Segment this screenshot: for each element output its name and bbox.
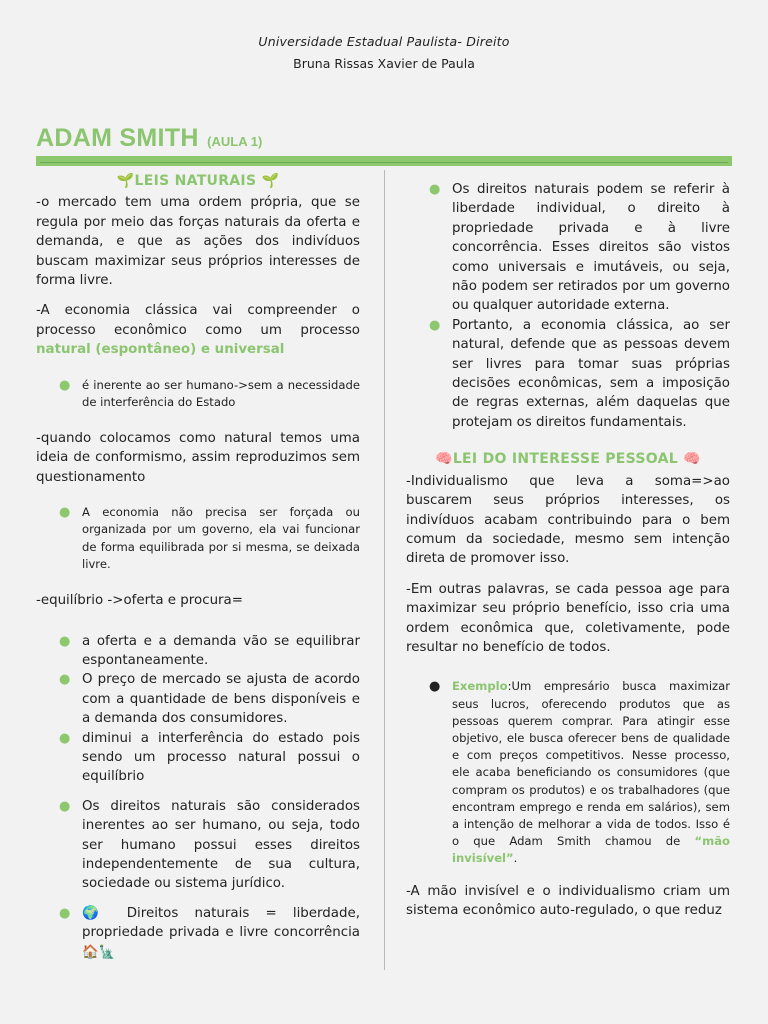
list-item-text: 🌍 Direitos naturais = liberdade, propriedade privada e livre concorrência 🏠🗽 <box>82 905 360 960</box>
list-item-text: é inerente ao ser humano->sem a necessidade de interferência do Estado <box>82 377 360 409</box>
title-underline <box>36 156 732 166</box>
example-end: . <box>513 851 518 866</box>
bullet-list <box>406 678 730 867</box>
bullet-icon: ● <box>59 633 71 649</box>
highlight-text: “mão invisível” <box>452 834 730 866</box>
bullet-list <box>36 377 360 411</box>
list-item-text: A economia não precisa ser forçada ou organizada por um governo, ela vai funcionar de forma equilibrada por si mesma, se deixada livre. <box>82 505 360 571</box>
bullet-icon: ● <box>59 377 71 393</box>
list-item <box>36 797 360 894</box>
list-item-text: Os direitos naturais são considerados inerentes ao ser humano, ou seja, todo ser humano possui esses direitos independentemente de sua cultura, sociedade ou sistema jurídico. <box>82 798 360 892</box>
paragraph: -Individualismo que leva a soma=>ao buscarem seus próprios interesses, os indivíduos acabam contribuindo para o bem comum da sociedade, mesmo sem intenção direta de promover isso. <box>406 473 730 567</box>
paragraph: -o mercado tem uma ordem própria, que se regula por meio das forças naturais da oferta e demanda, e que as ações dos indivíduos buscam maximizar seus próprios interesses de forma livre. <box>36 195 360 289</box>
list-item <box>36 729 360 787</box>
paragraph <box>36 301 360 359</box>
list-item-text: Portanto, a economia clássica, ao ser natural, defende que as pessoas devem ser livres para tomar suas próprias decisões econômicas, sem a imposição de regras externas, além daquelas que protejam os direitos fundamentais. <box>452 317 730 430</box>
bullet-icon: ● <box>59 672 71 688</box>
bullet-icon: ● <box>59 905 71 921</box>
bullet-list <box>36 632 360 787</box>
list-item <box>36 904 360 962</box>
column-divider <box>384 170 385 970</box>
list-item <box>36 670 360 728</box>
list-item <box>36 504 360 573</box>
bullet-icon: ● <box>429 679 441 695</box>
paragraph: -Em outras palavras, se cada pessoa age para maximizar seu próprio benefício, isso cria uma ordem econômica que, coletivamente, pode resultar no benefício de todos. <box>406 581 730 655</box>
list-item-text: Os direitos naturais podem se referir à liberdade individual, o direito à propriedade privada e à livre concorrência. Esses direitos são vistos como universais e imutáveis, ou seja, não podem ser retirados por um governo ou qualquer autoridade externa. <box>452 182 730 314</box>
left-column <box>36 172 360 962</box>
bullet-icon: ● <box>429 182 441 197</box>
paragraph: -equilíbrio ->oferta e procura= <box>36 593 243 609</box>
author-line: Bruna Rissas Xavier de Paula <box>293 56 475 71</box>
list-item <box>406 316 730 432</box>
title-underline-inner <box>40 162 728 163</box>
section-title-interesse-pessoal: 🧠LEI DO INTERESSE PESSOAL 🧠 <box>435 451 701 468</box>
list-item-text: O preço de mercado se ajusta de acordo com a quantidade de bens disponíveis e a demanda dos consumidores. <box>82 672 360 727</box>
right-column <box>406 180 730 931</box>
highlight-text: natural (espontâneo) e universal <box>36 342 285 358</box>
paragraph: -quando colocamos como natural temos uma ideia de conformismo, assim reproduzimos sem questionamento <box>36 431 360 485</box>
bullet-icon: ● <box>59 505 71 521</box>
list-item-text: a oferta e a demanda vão se equilibrar espontaneamente. <box>82 633 360 668</box>
list-item-text: diminui a interferência do estado pois sendo um processo natural possui o equilíbrio <box>82 730 360 785</box>
title-main: ADAM SMITH <box>36 124 199 152</box>
bullet-icon: ● <box>59 730 71 746</box>
section-title-leis-naturais: 🌱LEIS NATURAIS 🌱 <box>116 173 280 189</box>
example-text <box>452 679 730 865</box>
list-item <box>406 180 730 316</box>
list-item <box>36 632 360 671</box>
paragraph: -A mão invisível e o individualismo criam um sistema econômico auto-regulado, o que reduz <box>406 883 730 918</box>
list-item <box>36 377 360 411</box>
example-label: Exemplo <box>452 679 508 694</box>
page-title <box>36 124 262 153</box>
document-header <box>0 34 768 71</box>
bullet-icon: ● <box>59 798 71 814</box>
bullet-list <box>36 504 360 573</box>
bullet-list <box>36 797 360 894</box>
university-line: Universidade Estadual Paulista- Direito <box>258 34 510 49</box>
list-item <box>406 678 730 867</box>
bullet-icon: ● <box>429 317 441 333</box>
example-body: :Um empresário busca maximizar seus lucros, oferecendo produtos que as pessoas querem comprar. Para atingir esse objetivo, ele busca oferecer bens de qualidade e com preços competitivos. Nesse processo, ele acaba beneficiando os consumidores (que compram os produtos) e os trabalhadores (que encontram emprego e renda em salários), sem a intenção de melhorar a vida de todos. Isso é o que Adam Smith chamou de <box>452 679 730 849</box>
bullet-list <box>36 904 360 962</box>
paragraph-text: -A economia clássica vai compreender o processo econômico como um processo <box>36 303 360 338</box>
bullet-list <box>406 180 730 432</box>
title-subtitle: (AULA 1) <box>207 134 263 149</box>
